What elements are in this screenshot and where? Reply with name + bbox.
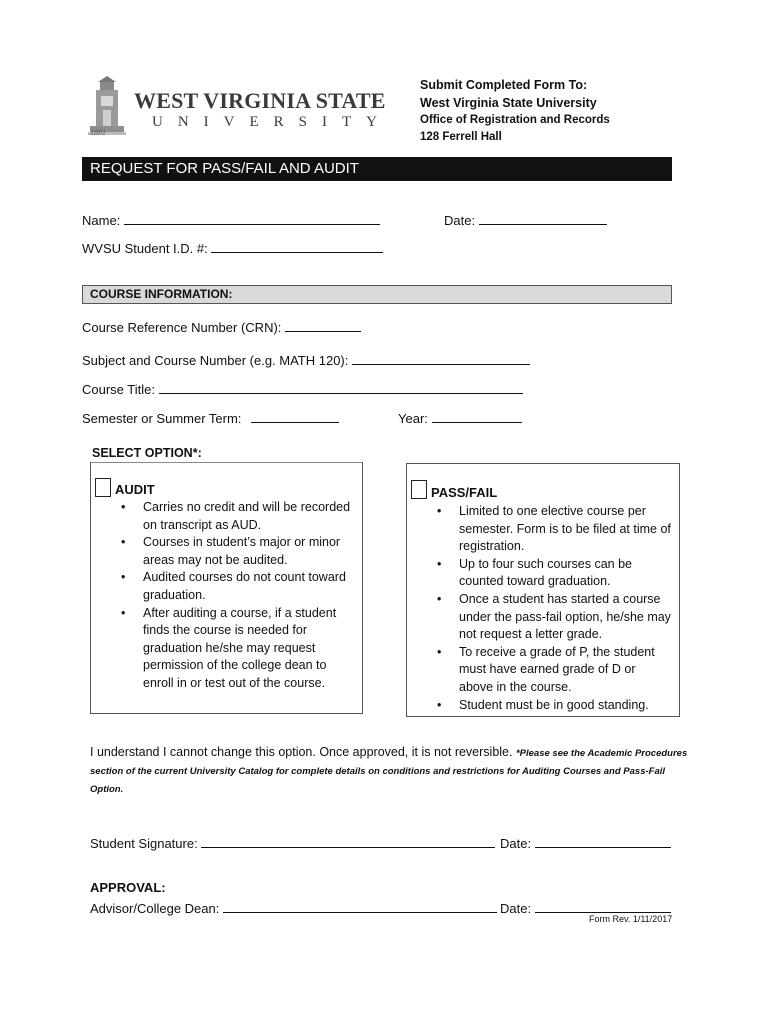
course-info-heading: COURSE INFORMATION: [82,285,672,304]
crn-field[interactable] [285,317,361,332]
pass-fail-title: PASS/FAIL [431,485,498,500]
course-title-label: Course Title: [82,382,155,397]
list-item: • Once a student has started a course under the pass-fail option, he/she may not request a letter grade. [437,591,671,642]
submit-line-3: Office of Registration and Records [420,114,610,126]
catalog-note: *Please see the Academic Procedures section of the current University Catalog for complete details on conditions and restrictions for Auditing Courses and Pass-Fail Option. [90,748,688,795]
audit-bullet-list [121,499,359,693]
select-option-label: SELECT OPTION*: [92,446,202,460]
student-date-row [500,833,671,851]
list-item: • To receive a grade of P, the student must have earned grade of D or above in the course. [437,644,655,694]
university-logo [82,72,392,142]
subject-field[interactable] [352,350,530,365]
list-item: • After auditing a course, if a student finds the course is needed for graduation he/she may request permission of the college dean to enroll in or test out of the course. [121,605,337,690]
semester-field[interactable] [251,408,339,423]
list-item: • Audited courses do not count toward graduation. [121,570,346,602]
name-field[interactable] [124,210,380,225]
list-item: • Student must be in good standing. [437,697,649,712]
course-title-field[interactable] [159,379,523,394]
logo-university-name: WEST VIRGINIA STATE [134,88,386,113]
advisor-date-label: Date: [500,901,532,916]
student-id-label: WVSU Student I.D. #: [82,241,208,256]
subject-row [82,350,530,368]
advisor-signature-field[interactable] [223,898,497,913]
student-signature-row [90,833,495,851]
founding-year: 1891 [90,128,106,137]
student-id-field[interactable] [211,238,383,253]
student-date-field[interactable] [535,833,671,848]
form-revision: Form Rev. 1/11/2017 [589,914,673,924]
date-field[interactable] [479,210,607,225]
pass-fail-bullet-list [437,503,671,714]
name-row [82,210,380,228]
audit-title: AUDIT [115,482,155,497]
submit-line-4: 128 Ferrell Hall [420,131,502,143]
student-date-label: Date: [500,836,532,851]
pass-fail-option-box [406,463,680,717]
logo-university-word: UNIVERSITY [152,114,392,130]
audit-checkbox[interactable] [95,478,111,497]
course-title-row [82,379,523,397]
student-id-row [82,238,383,256]
list-item: • Carries no credit and will be recorded on transcript as AUD. [121,500,351,532]
student-signature-label: Student Signature: [90,836,198,851]
date-label: Date: [444,213,476,228]
date-row [444,210,607,228]
list-item: • Limited to one elective course per semester. Form is to be filed at time of registration. [437,504,671,554]
form-title: REQUEST FOR PASS/FAIL AND AUDIT [82,157,672,181]
year-field[interactable] [432,408,522,423]
student-signature-field[interactable] [201,833,495,848]
pass-fail-checkbox[interactable] [411,480,427,499]
crn-label: Course Reference Number (CRN): [82,320,282,335]
year-label: Year: [398,411,428,426]
approval-label: APPROVAL: [90,880,166,895]
subject-label: Subject and Course Number (e.g. MATH 120): [82,353,349,368]
semester-label: Semester or Summer Term: [82,411,242,426]
year-row [398,408,522,426]
submit-line-2: West Virginia State University [420,96,597,110]
advisor-row [90,898,497,916]
semester-row [82,408,339,426]
submit-line-1: Submit Completed Form To: [420,78,588,92]
list-item: • Up to four such courses can be counted toward graduation. [437,556,633,589]
advisor-date-field[interactable] [535,898,671,913]
acknowledgement-paragraph [90,744,690,798]
list-item: • Courses in student’s major or minor areas may not be audited. [121,535,341,567]
advisor-label: Advisor/College Dean: [90,901,220,916]
acknowledgement-text: I understand I cannot change this option. Once approved, it is not reversible. [90,745,513,759]
name-label: Name: [82,213,121,228]
crn-row [82,317,361,335]
submit-address [420,76,610,146]
audit-option-box [90,462,363,714]
